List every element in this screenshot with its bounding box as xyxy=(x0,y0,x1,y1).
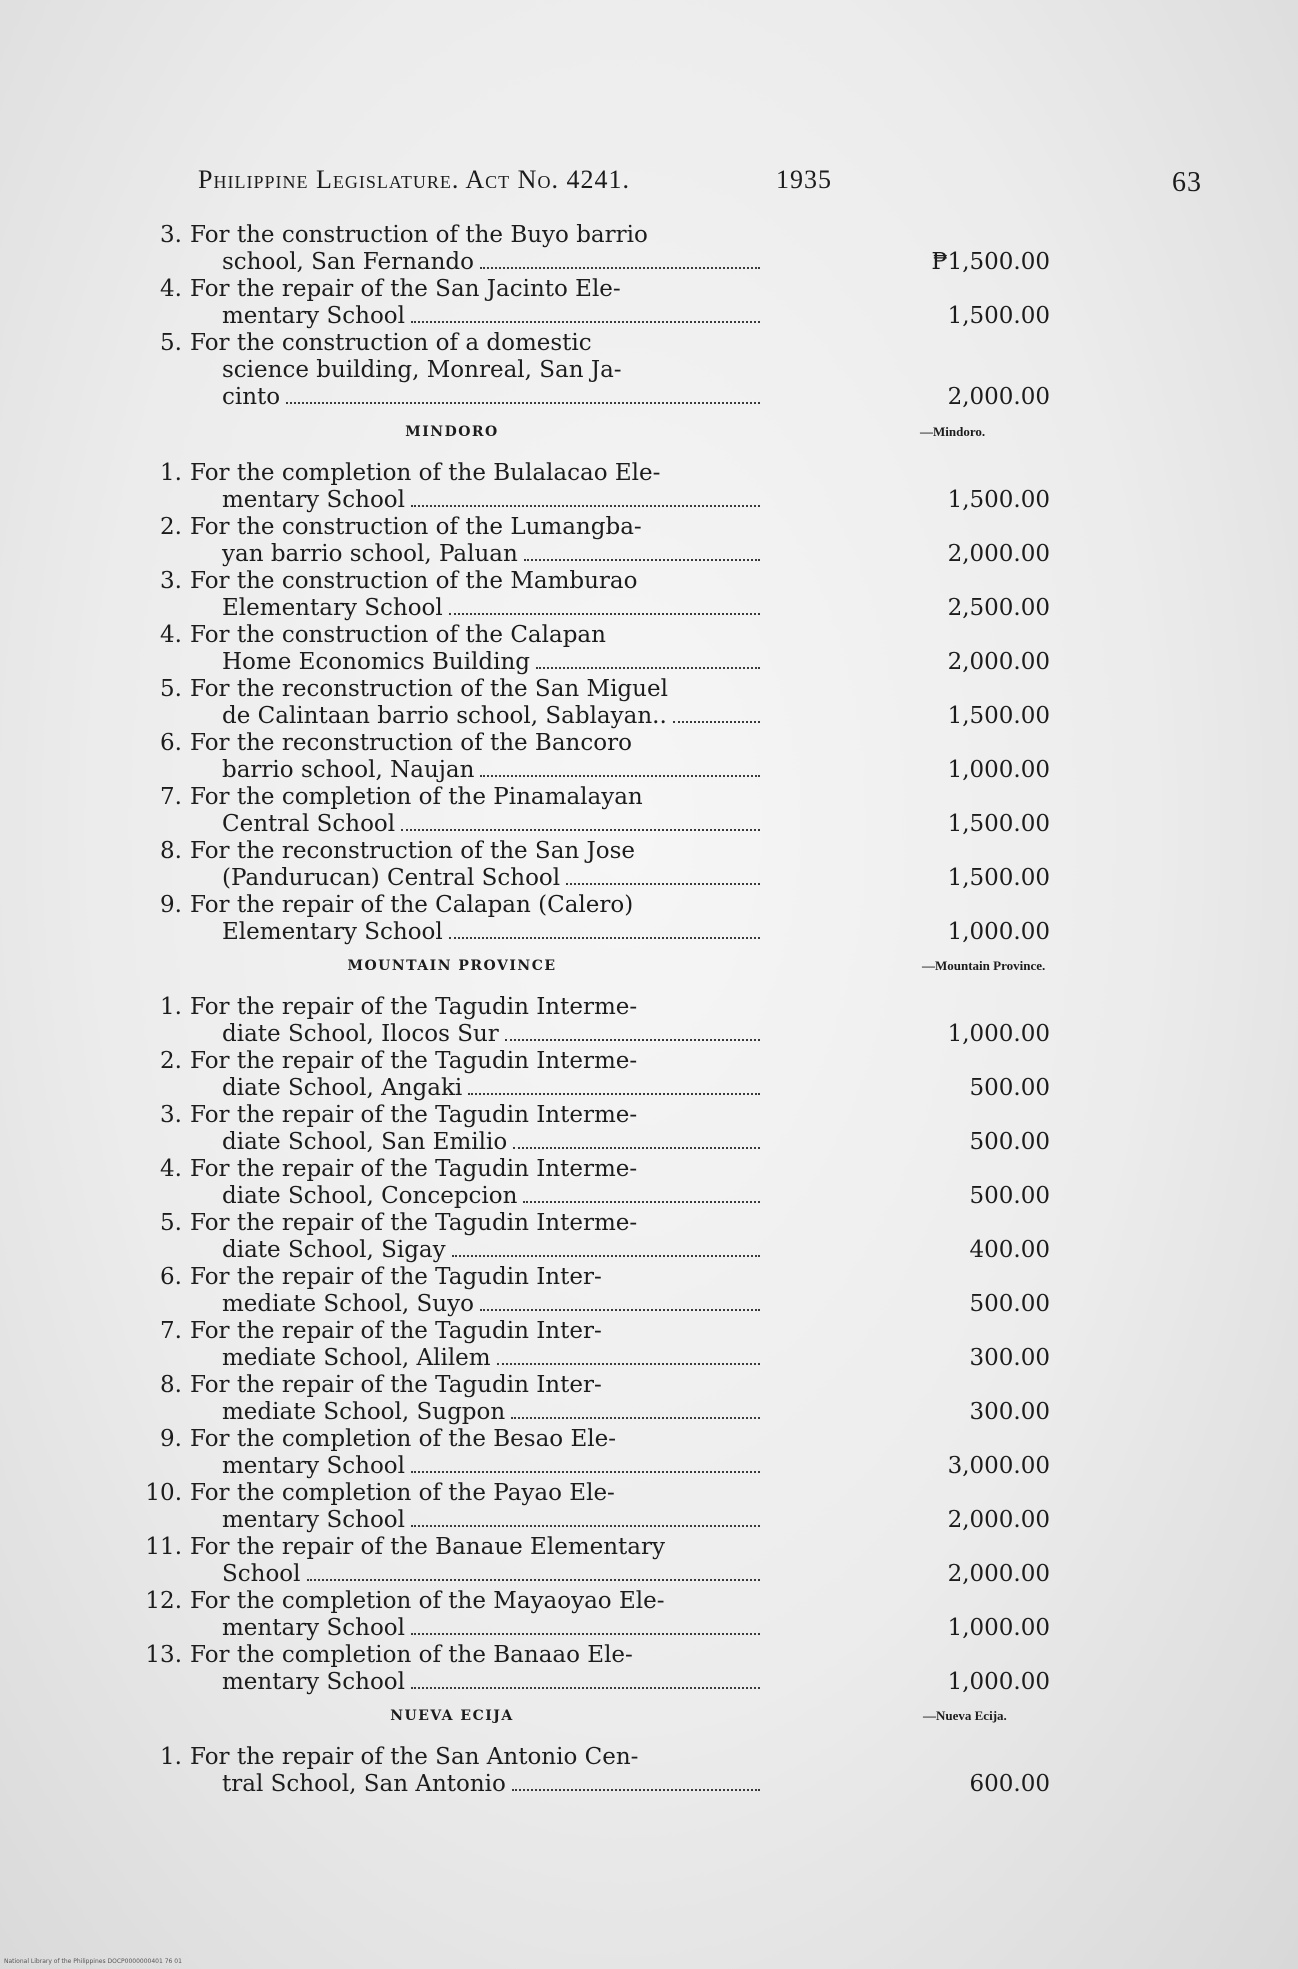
appropriation-item xyxy=(140,1642,1240,1696)
item-description-end xyxy=(222,1237,764,1264)
header-year: 1935 xyxy=(776,165,832,194)
item-description-line: diate School, Sigay xyxy=(222,1237,446,1263)
item-description-end xyxy=(222,1399,764,1426)
item-description-line: For the repair of the San Jacinto Ele- xyxy=(190,276,621,302)
item-number: 8. xyxy=(160,1372,182,1398)
dot-leader xyxy=(523,1200,760,1203)
item-description-line: mentary School xyxy=(222,303,405,329)
dot-leader xyxy=(411,1470,760,1473)
dot-leader xyxy=(673,720,760,723)
item-amount: 1,000.00 xyxy=(947,757,1050,783)
item-amount: 2,000.00 xyxy=(947,541,1050,567)
dot-leader xyxy=(497,1362,760,1365)
item-amount: 2,000.00 xyxy=(947,1507,1050,1533)
appropriation-item xyxy=(140,784,1240,838)
item-description-line: diate School, Angaki xyxy=(222,1075,463,1101)
item-amount: 1,500.00 xyxy=(947,811,1050,837)
page-number: 63 xyxy=(1172,167,1202,198)
appropriation-item xyxy=(140,222,1240,276)
appropriation-item xyxy=(140,1480,1240,1534)
item-number: 5. xyxy=(160,676,182,702)
dot-leader xyxy=(411,504,760,507)
item-description-line: school, San Fernando xyxy=(222,249,474,275)
section-heading-mountain-province xyxy=(140,946,1240,994)
item-description-end xyxy=(222,384,764,411)
dot-leader xyxy=(411,1632,760,1635)
item-description-end xyxy=(222,1669,764,1696)
dot-leader xyxy=(480,1308,760,1311)
item-description-line: tral School, San Antonio xyxy=(222,1771,506,1797)
margin-note: —Mindoro. xyxy=(920,424,986,439)
item-number: 5. xyxy=(160,1210,182,1236)
item-description-line: yan barrio school, Paluan xyxy=(222,541,518,567)
dot-leader xyxy=(411,1686,760,1689)
item-amount: 2,500.00 xyxy=(947,595,1050,621)
item-description-end xyxy=(222,249,764,276)
item-description-end xyxy=(222,1291,764,1318)
item-description-end xyxy=(222,1771,764,1798)
item-description-line: For the construction of the Calapan xyxy=(190,622,606,648)
item-number: 1. xyxy=(160,460,182,486)
appropriation-item xyxy=(140,994,1240,1048)
item-number: 2. xyxy=(160,1048,182,1074)
appropriation-item xyxy=(140,1102,1240,1156)
item-amount: 500.00 xyxy=(969,1129,1050,1155)
running-header xyxy=(198,165,1218,205)
item-description-line: science building, Monreal, San Ja- xyxy=(222,357,622,383)
appropriation-item xyxy=(140,1048,1240,1102)
item-description-line: de Calintaan barrio school, Sablayan.. xyxy=(222,703,667,729)
item-description-end xyxy=(222,1021,764,1048)
item-amount: 500.00 xyxy=(969,1075,1050,1101)
mountain-province-entries xyxy=(140,994,1240,1696)
item-description-end xyxy=(222,1507,764,1534)
appropriation-item xyxy=(140,838,1240,892)
appropriation-item xyxy=(140,1588,1240,1642)
dot-leader xyxy=(512,1788,760,1791)
section-heading-mindoro xyxy=(140,412,1240,460)
item-description-end xyxy=(222,811,764,838)
item-amount: 1,500.00 xyxy=(947,487,1050,513)
dot-leader xyxy=(480,266,760,269)
appropriation-item xyxy=(140,622,1240,676)
item-description-end xyxy=(222,1183,764,1210)
item-description-end xyxy=(222,1345,764,1372)
item-number: 1. xyxy=(160,1744,182,1770)
dot-leader xyxy=(452,1254,760,1257)
margin-note: —Mountain Province. xyxy=(922,958,1046,973)
appropriation-item xyxy=(140,676,1240,730)
item-number: 9. xyxy=(160,892,182,918)
item-description-line: cinto xyxy=(222,384,281,410)
item-description-line: For the repair of the Tagudin Inter- xyxy=(190,1318,602,1344)
dot-leader xyxy=(411,320,760,323)
item-description-line: diate School, Concepcion xyxy=(222,1183,518,1209)
item-number: 7. xyxy=(160,1318,182,1344)
item-description-end xyxy=(222,487,764,514)
appropriation-item xyxy=(140,330,1240,412)
item-number: 1. xyxy=(160,994,182,1020)
item-number: 2. xyxy=(160,514,182,540)
item-description-line: For the construction of a domestic xyxy=(190,330,592,356)
item-amount: 600.00 xyxy=(969,1771,1050,1797)
dot-leader xyxy=(449,936,760,939)
item-description-line: For the reconstruction of the Bancoro xyxy=(190,730,632,756)
margin-note: —Nueva Ecija. xyxy=(923,1708,1007,1723)
item-description-line: mediate School, Sugpon xyxy=(222,1399,506,1425)
item-description-end xyxy=(222,1615,764,1642)
appropriation-item xyxy=(140,1426,1240,1480)
dot-leader xyxy=(411,1524,760,1527)
item-amount: 2,000.00 xyxy=(947,649,1050,675)
appropriations-list xyxy=(140,222,1240,1798)
item-description-line: diate School, Ilocos Sur xyxy=(222,1021,499,1047)
item-description-end xyxy=(222,757,764,784)
item-description-line: For the repair of the Tagudin Interme- xyxy=(190,1048,638,1074)
item-description-end xyxy=(222,595,764,622)
item-description-end xyxy=(222,303,764,330)
dot-leader xyxy=(536,666,760,669)
item-description-end xyxy=(222,649,764,676)
item-description-end xyxy=(222,1561,764,1588)
item-description-end xyxy=(222,1453,764,1480)
item-amount: 500.00 xyxy=(969,1183,1050,1209)
item-amount: 1,000.00 xyxy=(947,1615,1050,1641)
item-number: 3. xyxy=(160,1102,182,1128)
item-number: 6. xyxy=(160,1264,182,1290)
item-description-line: For the repair of the San Antonio Cen- xyxy=(190,1744,639,1770)
dot-leader xyxy=(524,558,760,561)
item-number: 9. xyxy=(160,1426,182,1452)
appropriation-item xyxy=(140,568,1240,622)
item-description-line: mentary School xyxy=(222,487,405,513)
item-number: 4. xyxy=(160,622,182,648)
header-title: Philippine Legislature. Act No. 4241. xyxy=(198,165,630,194)
continued-entries xyxy=(140,222,1240,412)
item-description-line: For the repair of the Tagudin Inter- xyxy=(190,1372,602,1398)
item-amount: 1,000.00 xyxy=(947,1669,1050,1695)
scan-footer: National Library of the Philippines DOCP0000000401 76 01 xyxy=(4,1958,182,1965)
item-amount: 2,000.00 xyxy=(947,384,1050,410)
item-description-line: diate School, San Emilio xyxy=(222,1129,508,1155)
item-amount: 1,000.00 xyxy=(947,1021,1050,1047)
appropriation-item xyxy=(140,1744,1240,1798)
nueva-ecija-entries xyxy=(140,1744,1240,1798)
item-number: 5. xyxy=(160,330,182,356)
dot-leader xyxy=(566,882,760,885)
appropriation-item xyxy=(140,514,1240,568)
item-amount: ₱1,500.00 xyxy=(931,249,1050,275)
item-description-line: School xyxy=(222,1561,301,1587)
dot-leader xyxy=(307,1578,760,1581)
item-amount: 1,500.00 xyxy=(947,703,1050,729)
item-description-line: For the construction of the Mamburao xyxy=(190,568,638,594)
dot-leader xyxy=(505,1038,760,1041)
item-description-line: barrio school, Naujan xyxy=(222,757,475,783)
appropriation-item xyxy=(140,892,1240,946)
item-number: 7. xyxy=(160,784,182,810)
dot-leader xyxy=(468,1092,760,1095)
item-amount: 400.00 xyxy=(969,1237,1050,1263)
item-number: 11. xyxy=(145,1534,182,1560)
item-description-line: For the completion of the Mayaoyao Ele- xyxy=(190,1588,665,1614)
dot-leader xyxy=(449,612,760,615)
appropriation-item xyxy=(140,1156,1240,1210)
item-description-line: For the construction of the Buyo barrio xyxy=(190,222,648,248)
dot-leader xyxy=(480,774,760,777)
item-description-line: For the repair of the Tagudin Inter- xyxy=(190,1264,602,1290)
dot-leader xyxy=(511,1416,760,1419)
item-description-line: For the construction of the Lumangba- xyxy=(190,514,642,540)
appropriation-item xyxy=(140,1372,1240,1426)
item-number: 4. xyxy=(160,1156,182,1182)
appropriation-item xyxy=(140,1264,1240,1318)
item-description-end xyxy=(222,919,764,946)
item-description-line: For the completion of the Besao Ele- xyxy=(190,1426,616,1452)
item-number: 8. xyxy=(160,838,182,864)
item-number: 10. xyxy=(145,1480,182,1506)
item-description-line: Elementary School xyxy=(222,919,443,945)
item-number: 3. xyxy=(160,568,182,594)
section-title: NUEVA ECIJA xyxy=(390,1708,514,1724)
item-description-line: Central School xyxy=(222,811,396,837)
item-number: 3. xyxy=(160,222,182,248)
item-description-line: For the repair of the Calapan (Calero) xyxy=(190,892,634,918)
item-description-line: For the completion of the Payao Ele- xyxy=(190,1480,615,1506)
item-description-line: For the repair of the Banaue Elementary xyxy=(190,1534,665,1560)
item-description-line: mentary School xyxy=(222,1669,405,1695)
section-heading-nueva-ecija xyxy=(140,1696,1240,1744)
appropriation-item xyxy=(140,276,1240,330)
item-description-line: mediate School, Alilem xyxy=(222,1345,491,1371)
item-amount: 300.00 xyxy=(969,1399,1050,1425)
section-title: MOUNTAIN PROVINCE xyxy=(347,958,557,974)
appropriation-item xyxy=(140,730,1240,784)
item-amount: 2,000.00 xyxy=(947,1561,1050,1587)
item-amount: 3,000.00 xyxy=(947,1453,1050,1479)
item-description-end xyxy=(222,541,764,568)
item-description-line: For the repair of the Tagudin Interme- xyxy=(190,1102,638,1128)
appropriation-item xyxy=(140,1534,1240,1588)
item-description-line: For the repair of the Tagudin Interme- xyxy=(190,994,638,1020)
item-description-line: For the reconstruction of the San Miguel xyxy=(190,676,668,702)
item-amount: 300.00 xyxy=(969,1345,1050,1371)
section-title: MINDORO xyxy=(405,424,499,440)
item-description-line: mentary School xyxy=(222,1453,405,1479)
item-description-line: mentary School xyxy=(222,1507,405,1533)
item-number: 6. xyxy=(160,730,182,756)
dot-leader xyxy=(401,828,760,831)
item-description-line: For the repair of the Tagudin Interme- xyxy=(190,1156,638,1182)
item-description-end xyxy=(222,1129,764,1156)
item-description-line: For the completion of the Bulalacao Ele- xyxy=(190,460,661,486)
appropriation-item xyxy=(140,1210,1240,1264)
item-amount: 1,500.00 xyxy=(947,865,1050,891)
item-description-line: For the completion of the Pinamalayan xyxy=(190,784,643,810)
item-amount: 1,000.00 xyxy=(947,919,1050,945)
item-description-line: (Pandurucan) Central School xyxy=(222,865,561,891)
dot-leader xyxy=(286,401,760,404)
item-amount: 1,500.00 xyxy=(947,303,1050,329)
dot-leader xyxy=(513,1146,760,1149)
item-description-end xyxy=(222,703,764,730)
item-description-end xyxy=(222,1075,764,1102)
item-description-line: Elementary School xyxy=(222,595,443,621)
item-description-line: mentary School xyxy=(222,1615,405,1641)
item-description-line: For the reconstruction of the San Jose xyxy=(190,838,636,864)
item-amount: 500.00 xyxy=(969,1291,1050,1317)
item-description-line: Home Economics Building xyxy=(222,649,531,675)
appropriation-item xyxy=(140,460,1240,514)
item-number: 13. xyxy=(145,1642,182,1668)
item-description-line: mediate School, Suyo xyxy=(222,1291,474,1317)
item-description-line: For the repair of the Tagudin Interme- xyxy=(190,1210,638,1236)
item-description-line: For the completion of the Banaao Ele- xyxy=(190,1642,633,1668)
item-description-end xyxy=(222,865,764,892)
item-number: 12. xyxy=(145,1588,182,1614)
appropriation-item xyxy=(140,1318,1240,1372)
mindoro-entries xyxy=(140,460,1240,946)
item-number: 4. xyxy=(160,276,182,302)
